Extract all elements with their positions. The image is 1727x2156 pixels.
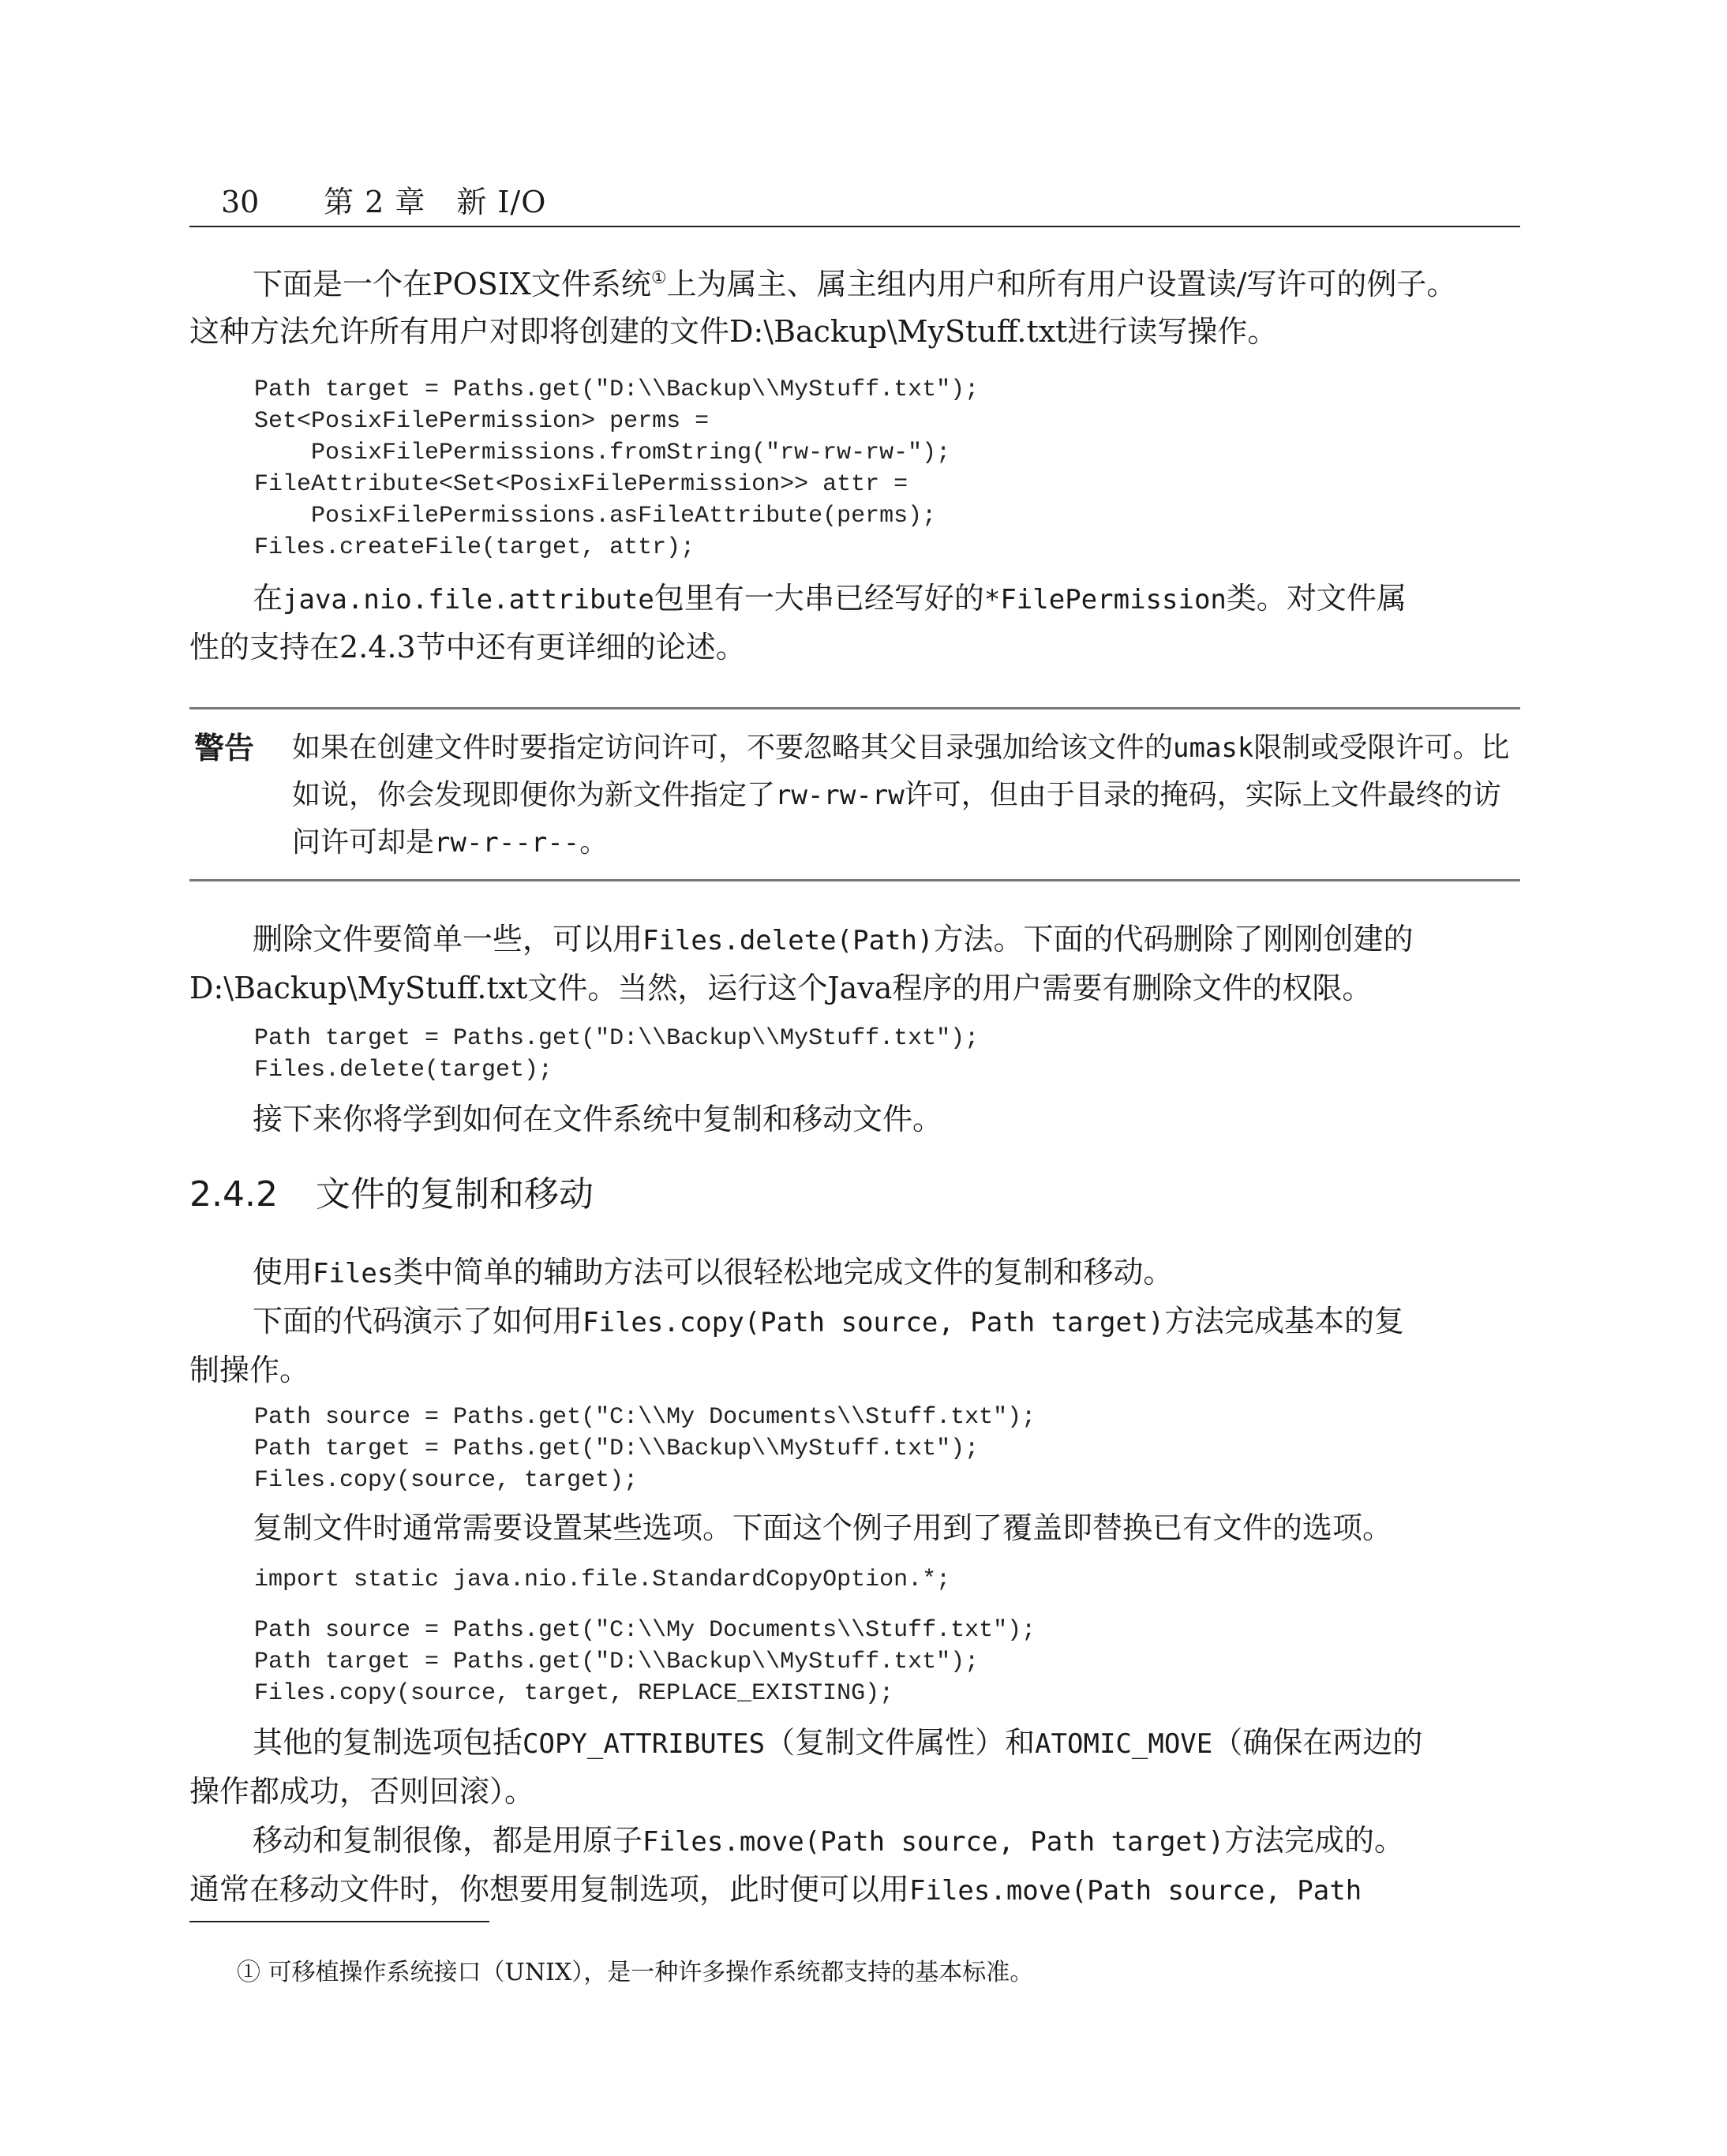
text: 接下来你将学到如何在文件系统中复制和移动文件。 (253, 1102, 943, 1136)
text: 其他的复制选项包括 (253, 1725, 523, 1760)
inline-code: rw-r--r-- (434, 827, 580, 859)
paragraph-copy-options (189, 1504, 1520, 1551)
code-block-import: import static java.nio.file.StandardCopyOption.*; (254, 1566, 951, 1593)
text: 上为属主、属主组内用户和所有用户设置读/写许可的例子。 (666, 267, 1457, 301)
text: 方法完成基本的复 (1163, 1304, 1404, 1338)
text: 移动和复制很像，都是用原子 (253, 1823, 643, 1858)
code-block-copy: Path source = Paths.get("C:\\My Documents\\Stuff.txt"); Path target = Paths.get("D:\\Backup\\MyStuff.txt"); Files.copy(source, target); (254, 1404, 1036, 1494)
text: 通常在移动文件时，你想要用复制选项，此时便可以用 (189, 1872, 910, 1907)
inline-code: umask (1173, 732, 1254, 764)
chapter-title: 第 2 章 新 I/O (324, 185, 547, 219)
text: 制操作。 (189, 1353, 310, 1387)
text: 下面是一个在POSIX文件系统 (253, 267, 651, 301)
text: 复制文件时通常需要设置某些选项。下面这个例子用到了覆盖即替换已有文件的选项。 (253, 1510, 1393, 1545)
text: （复制文件属性）和 (765, 1725, 1036, 1760)
text: 类。对文件属 (1226, 581, 1407, 616)
page-number: 30 (221, 185, 260, 219)
paragraph-move (189, 1817, 1520, 1915)
text: 如果在创建文件时要指定访问许可，不要忽略其父目录强加给该文件的 (292, 732, 1174, 764)
text: 类中简单的辅助方法可以很轻松地完成文件的复制和移动。 (393, 1255, 1174, 1289)
paragraph-files-class (189, 1248, 1520, 1297)
warning-top-rule (189, 707, 1520, 709)
inline-code: Files.move(Path source, Path target) (642, 1826, 1224, 1858)
text: 方法。下面的代码删除了刚刚创建的 (933, 922, 1414, 956)
text: 下面的代码演示了如何用 (253, 1304, 583, 1338)
section-heading (189, 1171, 594, 1218)
paragraph-attribute-package (189, 575, 1520, 671)
running-header (189, 180, 1520, 224)
text: 使用 (253, 1255, 313, 1289)
text: 性的支持在2.4.3节中还有更详细的论述。 (189, 630, 746, 664)
inline-code: Files.copy(Path source, Path target) (583, 1307, 1164, 1338)
text: 这种方法允许所有用户对即将创建的文件D:\Backup\MyStuff.txt进行读写操作。 (189, 314, 1278, 349)
inline-code: rw-rw-rw (775, 780, 905, 811)
inline-code: java.nio.file.attribute (283, 584, 654, 616)
text: 删除文件要简单一些，可以用 (253, 922, 643, 956)
text: 方法完成的。 (1223, 1823, 1404, 1858)
footnote-rule (189, 1921, 489, 1922)
text: 操作都成功，否则回滚）。 (189, 1774, 535, 1809)
warning-bottom-rule (189, 879, 1520, 881)
inline-code: Files.delete(Path) (642, 925, 934, 956)
footnote-marker: ① (650, 268, 667, 288)
text: 包里有一大串已经写好的 (654, 581, 984, 616)
text: 。 (579, 826, 609, 859)
paragraph-copy-intro (189, 1297, 1520, 1394)
text: （确保在两边的 (1212, 1725, 1423, 1760)
inline-code: Files.move(Path source, Path (909, 1875, 1362, 1907)
inline-code: ATOMIC_MOVE (1035, 1728, 1213, 1760)
inline-code: COPY_ATTRIBUTES (523, 1728, 766, 1760)
inline-code: Files (313, 1258, 394, 1289)
section-number: 2.4.2 (189, 1174, 278, 1215)
section-title: 文件的复制和移动 (316, 1174, 594, 1215)
warning-label: 警告 (194, 731, 255, 765)
footnote: ① 可移植操作系统接口（UNIX），是一种许多操作系统都支持的基本标准。 (237, 1959, 1034, 1986)
text: 许可，但由于目录的掩码，实际上文件最终的访问许可却是 (292, 779, 1501, 859)
text: 限制或受限许可。比如说，你会发现即便你为新文件指定了 (292, 732, 1510, 811)
code-block-create-file: Path target = Paths.get("D:\\Backup\\MyStuff.txt"); Set<PosixFilePermission> perms = PosixFilePermissions.fromString("rw-rw-rw-"); FileAttribute<Set<PosixFilePermission>> attr = PosixFilePermissions.asFileAttribute(perms); Files.createFile(target, attr); (254, 376, 980, 561)
warning-text (292, 724, 1515, 867)
paragraph-delete-file (189, 915, 1520, 1012)
code-block-delete: Path target = Paths.get("D:\\Backup\\MyStuff.txt"); Files.delete(target); (254, 1025, 980, 1084)
text: D:\Backup\MyStuff.txt文件。当然，运行这个Java程序的用户需要有删除文件的权限。 (189, 971, 1373, 1005)
paragraph-posix-intro (189, 260, 1520, 355)
paragraph-other-options (189, 1719, 1520, 1815)
header-rule (189, 226, 1520, 227)
paragraph-next (189, 1095, 1520, 1143)
text: 在 (253, 581, 283, 616)
inline-code: *FilePermission (983, 584, 1227, 616)
code-block-copy-replace: Path source = Paths.get("C:\\My Documents\\Stuff.txt"); Path target = Paths.get("D:\\Backup\\MyStuff.txt"); Files.copy(source, target, REPLACE_EXISTING); (254, 1617, 1036, 1707)
